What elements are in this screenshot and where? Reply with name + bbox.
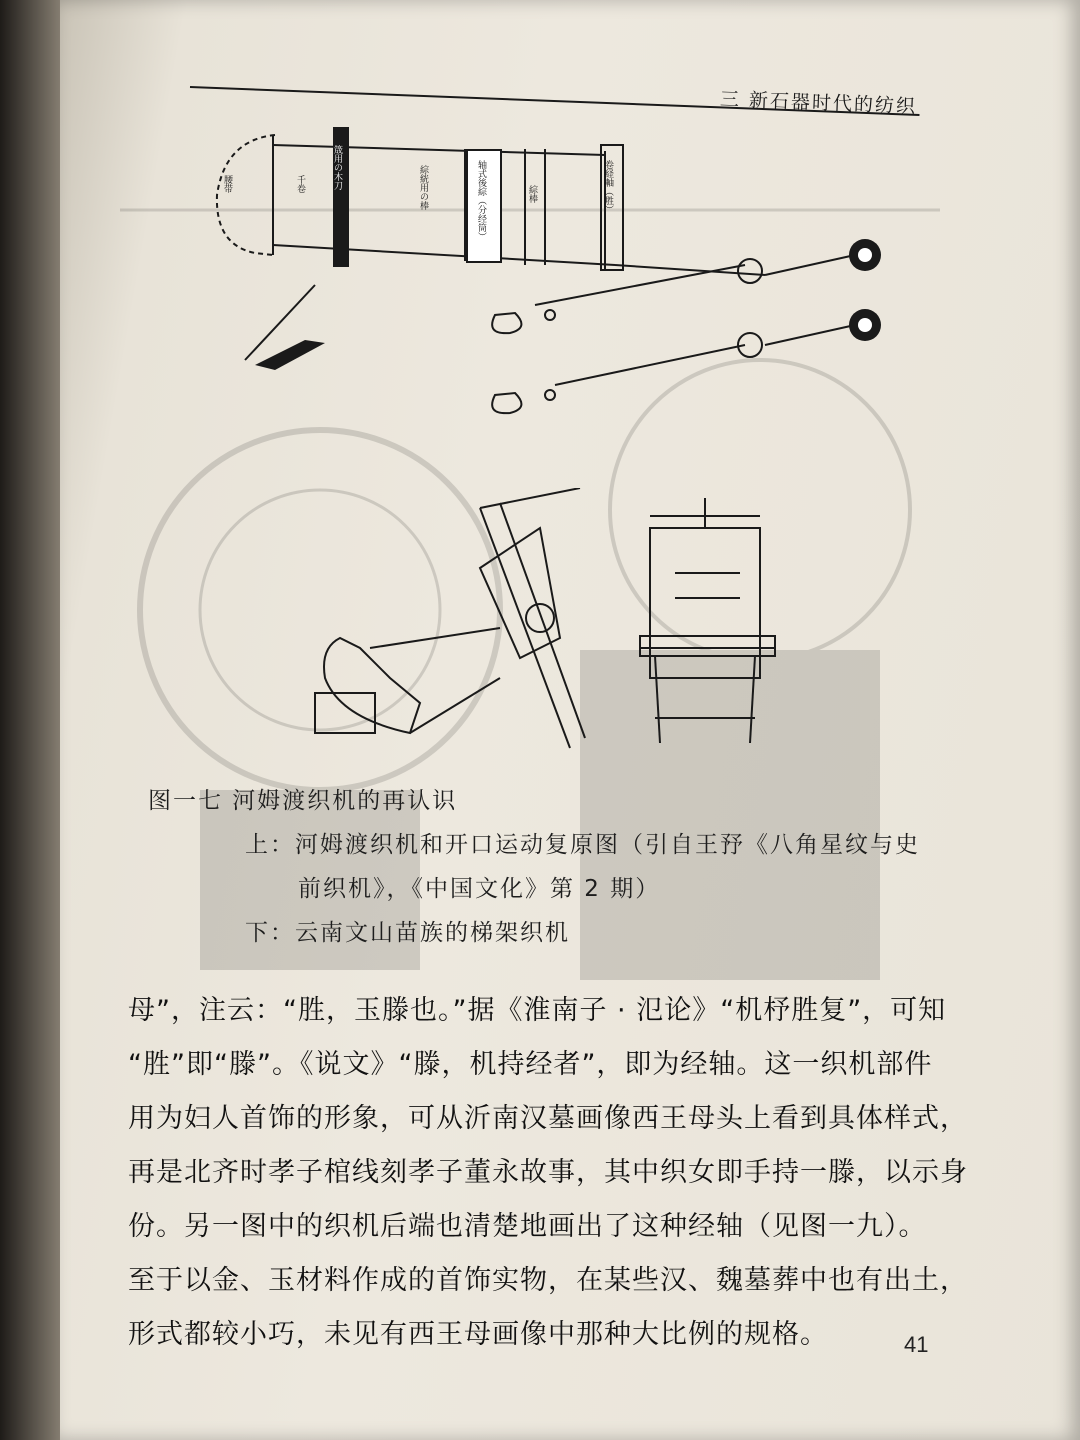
figure-caption-line-2: 前织机》，《中国文化》第 2 期） [298, 876, 661, 902]
miao-ladder-loom-diagram [300, 488, 820, 758]
label-belt: 腰带 [222, 175, 232, 193]
label-cloth-roll: 千卷 [295, 175, 305, 193]
running-head: 三 新石器时代的纺织 [719, 88, 918, 118]
figure-caption-line-1: 上：河姆渡织机和开口运动复原图（引自王㐨《八角星纹与史 [245, 832, 920, 858]
body-line-2: “胜”即“滕”。《说文》“滕，机持经者”，即为经轴。这一织机部件 [128, 1049, 933, 1080]
body-line-6: 至于以金、玉材料作成的首饰实物，在某些汉、魏墓葬中也有出土， [128, 1265, 968, 1296]
body-line-1: 母”，注云：“胜，玉滕也。”据《淮南子 · 氾论》“机杼胜复”，可知 [128, 995, 947, 1026]
body-line-3: 用为妇人首饰的形象，可从沂南汉墓画像西王母头上看到具体样式， [128, 1103, 968, 1134]
hemudu-loom-diagram [205, 115, 920, 425]
figure-caption-title: 图一七 河姆渡织机的再认识 [148, 788, 458, 814]
page-number: 41 [904, 1332, 929, 1357]
figure-caption-line-3: 下：云南文山苗族的梯架织机 [245, 920, 570, 946]
label-heddle-rod: 綜絖用の棒 [418, 165, 428, 210]
body-line-4: 再是北齐时孝子棺线刻孝子董永故事，其中织女即手持一滕，以示身 [128, 1157, 968, 1188]
label-shed-stick: 綜棒 [527, 185, 537, 203]
label-beater: 筬用の木刀 [332, 145, 342, 190]
label-shed-rod: 轴式後綜（分经筒） [476, 160, 486, 241]
label-warp-beam: 卷経軸（胜） [603, 160, 613, 214]
body-line-5: 份。另一图中的织机后端也清楚地画出了这种经轴（见图一九）。 [128, 1211, 927, 1242]
body-line-7: 形式都较小巧，未见有西王母画像中那种大比例的规格。 [128, 1319, 828, 1350]
